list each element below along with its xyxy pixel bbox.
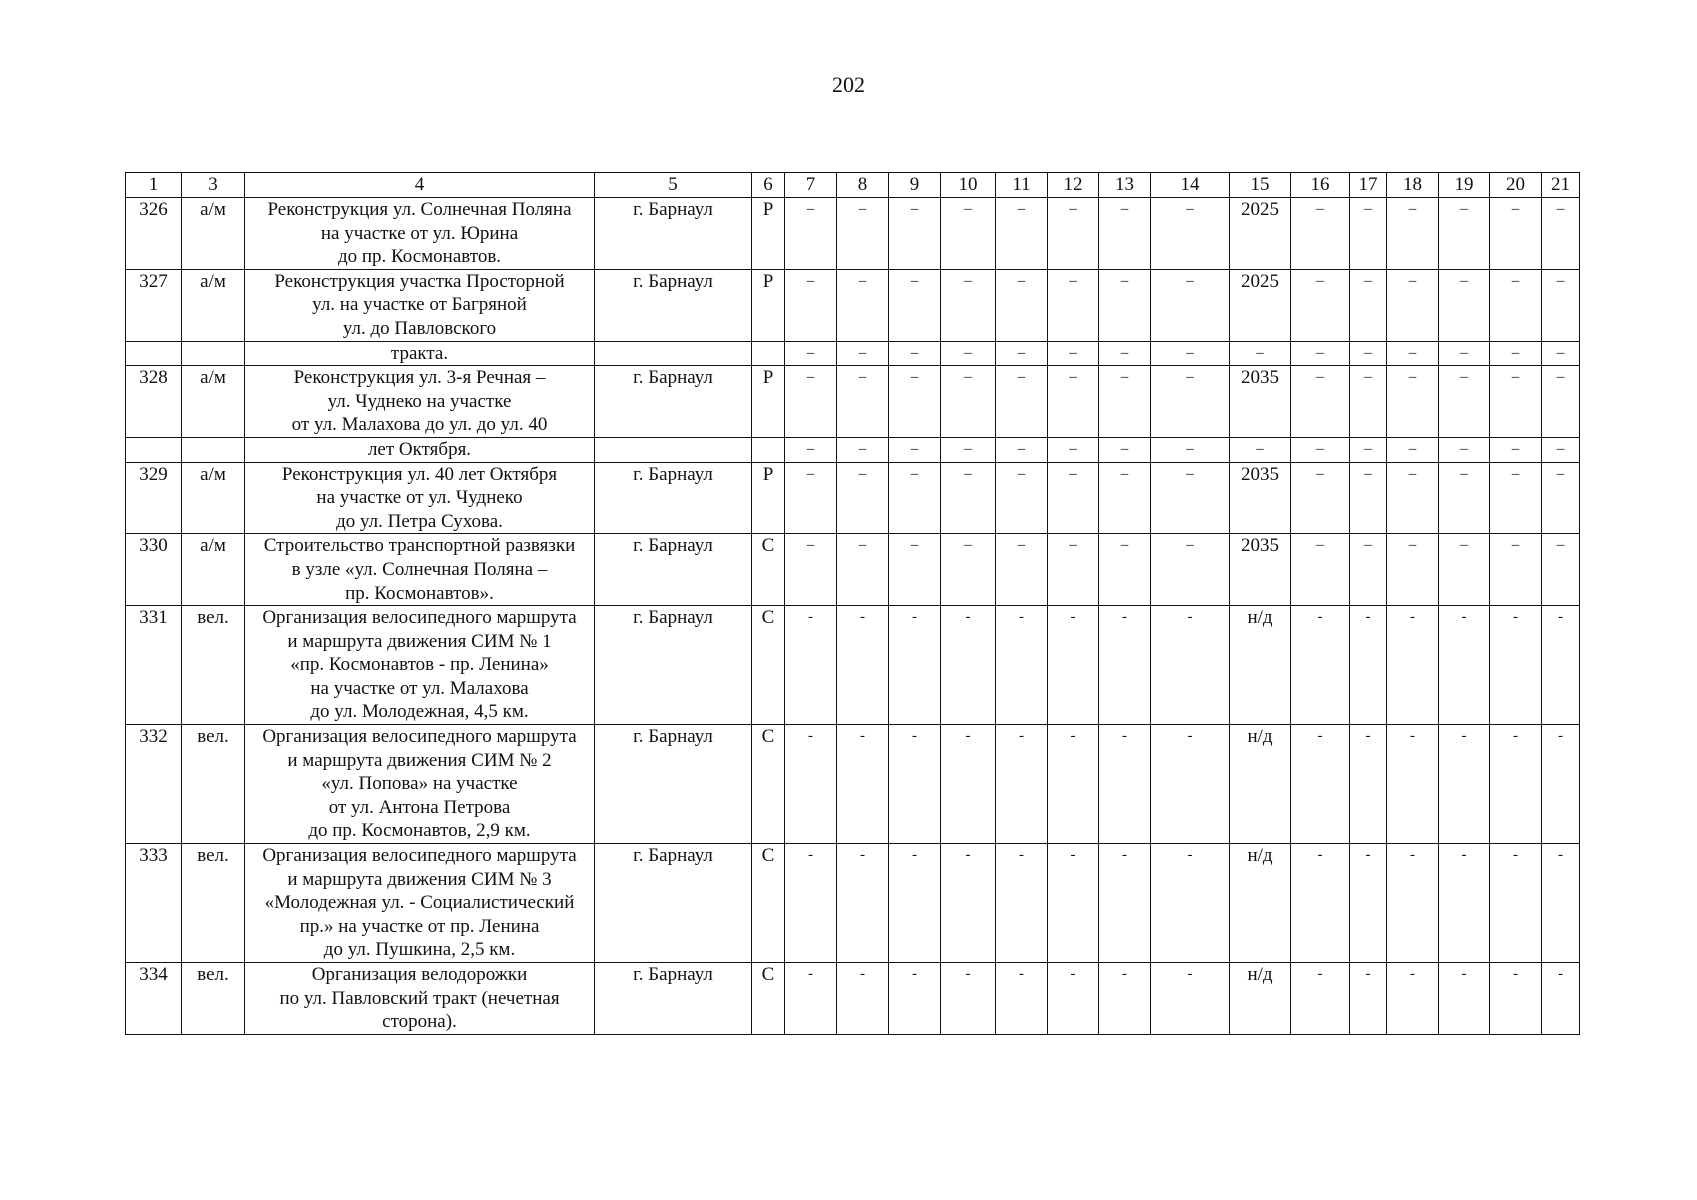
table-cell: – bbox=[1490, 341, 1542, 366]
column-header: 6 bbox=[752, 173, 785, 198]
table-cell: – bbox=[785, 462, 837, 534]
table-cell: – bbox=[1490, 269, 1542, 341]
column-header: 17 bbox=[1350, 173, 1387, 198]
table-cell: – bbox=[1542, 534, 1580, 606]
table-cell: – bbox=[1387, 198, 1439, 270]
type-cell: вел. bbox=[182, 963, 245, 1035]
type-cell: а/м bbox=[182, 534, 245, 606]
table-cell: – bbox=[785, 198, 837, 270]
location-cell: г. Барнаул bbox=[595, 606, 752, 725]
column-header: 8 bbox=[837, 173, 889, 198]
column-header: 20 bbox=[1490, 173, 1542, 198]
table-cell: – bbox=[996, 366, 1048, 438]
table-cell: - bbox=[889, 725, 941, 844]
table-cell: – bbox=[1439, 437, 1490, 462]
table-cell: – bbox=[889, 269, 941, 341]
table-cell: – bbox=[1350, 198, 1387, 270]
description-cell: Строительство транспортной развязки в узле «ул. Солнечная Поляна – пр. Космонавтов». bbox=[245, 534, 595, 606]
table-cell: - bbox=[1387, 725, 1439, 844]
table-row bbox=[126, 366, 1580, 438]
category-cell bbox=[752, 341, 785, 366]
table-cell: – bbox=[996, 198, 1048, 270]
description-cell: Реконструкция ул. 40 лет Октября на участке от ул. Чуднеко до ул. Петра Сухова. bbox=[245, 462, 595, 534]
table-row bbox=[126, 534, 1580, 606]
table-cell: - bbox=[941, 844, 996, 963]
table-cell: – bbox=[1387, 366, 1439, 438]
category-cell: Р bbox=[752, 198, 785, 270]
table-cell: – bbox=[1350, 269, 1387, 341]
category-cell: С bbox=[752, 534, 785, 606]
table-cell: - bbox=[1048, 725, 1099, 844]
table-cell: – bbox=[1048, 462, 1099, 534]
column-header: 18 bbox=[1387, 173, 1439, 198]
table-cell: – bbox=[1048, 198, 1099, 270]
year-cell: н/д bbox=[1230, 725, 1291, 844]
description-cell: тракта. bbox=[245, 341, 595, 366]
table-cell: - bbox=[837, 725, 889, 844]
table-cell: - bbox=[1542, 606, 1580, 725]
table-cell: – bbox=[1151, 341, 1230, 366]
table-cell: – bbox=[889, 366, 941, 438]
table-cell: – bbox=[1291, 437, 1350, 462]
location-cell: г. Барнаул bbox=[595, 534, 752, 606]
table-cell: – bbox=[1291, 269, 1350, 341]
table-cell: - bbox=[889, 844, 941, 963]
table-cell: - bbox=[1151, 844, 1230, 963]
location-cell: г. Барнаул bbox=[595, 269, 752, 341]
column-header: 13 bbox=[1099, 173, 1151, 198]
table-cell: – bbox=[1542, 437, 1580, 462]
type-cell: вел. bbox=[182, 725, 245, 844]
table-cell: – bbox=[837, 198, 889, 270]
table-cell: – bbox=[941, 462, 996, 534]
table-cell: - bbox=[1387, 844, 1439, 963]
table-cell: – bbox=[1291, 462, 1350, 534]
table-cell: - bbox=[1542, 844, 1580, 963]
row-number-cell: 328 bbox=[126, 366, 182, 438]
table-cell: – bbox=[1542, 269, 1580, 341]
table-cell: – bbox=[1387, 269, 1439, 341]
table-row-continuation bbox=[126, 437, 1580, 462]
location-cell: г. Барнаул bbox=[595, 963, 752, 1035]
table-cell: – bbox=[1439, 366, 1490, 438]
table-cell: - bbox=[996, 844, 1048, 963]
column-header: 16 bbox=[1291, 173, 1350, 198]
table-cell: – bbox=[941, 198, 996, 270]
year-cell: 2035 bbox=[1230, 534, 1291, 606]
row-number-cell bbox=[126, 437, 182, 462]
header-row bbox=[126, 173, 1580, 198]
table-cell: – bbox=[1291, 534, 1350, 606]
table-cell: – bbox=[1048, 269, 1099, 341]
type-cell: а/м bbox=[182, 366, 245, 438]
table-cell: – bbox=[1490, 198, 1542, 270]
description-cell: Организация велосипедного маршрута и маршрута движения СИМ № 3 «Молодежная ул. - Социалистический пр.» на участке от пр. Ленина до ул. Пушкина, 2,5 км. bbox=[245, 844, 595, 963]
table-cell: – bbox=[1350, 366, 1387, 438]
row-number-cell bbox=[126, 341, 182, 366]
table-cell: – bbox=[1151, 437, 1230, 462]
table-cell: – bbox=[1439, 462, 1490, 534]
table-cell: – bbox=[1387, 341, 1439, 366]
type-cell: а/м bbox=[182, 269, 245, 341]
table-cell: – bbox=[941, 269, 996, 341]
table-cell: – bbox=[1542, 341, 1580, 366]
table-cell: - bbox=[1291, 725, 1350, 844]
year-cell: 2035 bbox=[1230, 366, 1291, 438]
table-cell: - bbox=[1490, 844, 1542, 963]
table-cell: - bbox=[785, 844, 837, 963]
table-cell: - bbox=[1439, 606, 1490, 725]
table-cell: – bbox=[1099, 366, 1151, 438]
column-header: 5 bbox=[595, 173, 752, 198]
page-number: 202 bbox=[832, 72, 865, 97]
table-cell: - bbox=[1542, 963, 1580, 1035]
description-cell: Реконструкция ул. 3-я Речная – ул. Чуднеко на участке от ул. Малахова до ул. до ул. 40 bbox=[245, 366, 595, 438]
category-cell: С bbox=[752, 844, 785, 963]
table-cell: – bbox=[1048, 341, 1099, 366]
table-cell: – bbox=[837, 462, 889, 534]
table-cell: - bbox=[1099, 725, 1151, 844]
table-cell: – bbox=[1439, 534, 1490, 606]
table-cell: - bbox=[941, 725, 996, 844]
table-cell: – bbox=[1490, 437, 1542, 462]
table-row bbox=[126, 844, 1580, 963]
year-cell: 2035 bbox=[1230, 462, 1291, 534]
table-cell: – bbox=[1490, 534, 1542, 606]
table-cell: – bbox=[996, 269, 1048, 341]
table-cell: – bbox=[1099, 198, 1151, 270]
category-cell: С bbox=[752, 606, 785, 725]
table-cell: – bbox=[1151, 198, 1230, 270]
description-cell: Реконструкция участка Просторной ул. на участке от Багряной ул. до Павловского bbox=[245, 269, 595, 341]
table-cell: – bbox=[785, 341, 837, 366]
location-cell: г. Барнаул bbox=[595, 725, 752, 844]
table-cell: - bbox=[1439, 844, 1490, 963]
type-cell bbox=[182, 341, 245, 366]
table-row-continuation bbox=[126, 341, 1580, 366]
table-cell: - bbox=[996, 725, 1048, 844]
table-cell: – bbox=[889, 462, 941, 534]
table-cell: - bbox=[1291, 963, 1350, 1035]
column-header: 14 bbox=[1151, 173, 1230, 198]
table-cell: - bbox=[1151, 963, 1230, 1035]
row-number-cell: 333 bbox=[126, 844, 182, 963]
table-cell: – bbox=[941, 437, 996, 462]
column-header: 9 bbox=[889, 173, 941, 198]
table-cell: - bbox=[1099, 606, 1151, 725]
row-number-cell: 331 bbox=[126, 606, 182, 725]
table-row bbox=[126, 963, 1580, 1035]
table-cell: – bbox=[1099, 269, 1151, 341]
column-header: 21 bbox=[1542, 173, 1580, 198]
table-cell: – bbox=[889, 437, 941, 462]
year-cell: н/д bbox=[1230, 844, 1291, 963]
table-cell: – bbox=[1151, 366, 1230, 438]
table-row bbox=[126, 269, 1580, 341]
table-cell: - bbox=[1099, 844, 1151, 963]
table-cell: - bbox=[785, 725, 837, 844]
table-cell: – bbox=[837, 437, 889, 462]
table-cell: – bbox=[996, 341, 1048, 366]
table-cell: - bbox=[1350, 844, 1387, 963]
table-cell: - bbox=[1048, 844, 1099, 963]
table-cell: – bbox=[1048, 366, 1099, 438]
location-cell: г. Барнаул bbox=[595, 198, 752, 270]
table-cell: - bbox=[1542, 725, 1580, 844]
table-cell: - bbox=[941, 606, 996, 725]
table-cell: - bbox=[996, 606, 1048, 725]
table-cell: – bbox=[785, 366, 837, 438]
table-cell: - bbox=[1099, 963, 1151, 1035]
table-cell: – bbox=[1099, 534, 1151, 606]
table-cell: – bbox=[941, 366, 996, 438]
column-header: 3 bbox=[182, 173, 245, 198]
description-cell: Организация велосипедного маршрута и маршрута движения СИМ № 1 «пр. Космонавтов - пр. Ленина» на участке от ул. Малахова до ул. Молодежная, 4,5 км. bbox=[245, 606, 595, 725]
year-cell: – bbox=[1230, 341, 1291, 366]
table-cell: – bbox=[1151, 269, 1230, 341]
table-cell: – bbox=[1542, 462, 1580, 534]
row-number-cell: 326 bbox=[126, 198, 182, 270]
table-cell: – bbox=[1099, 437, 1151, 462]
table-cell: - bbox=[837, 844, 889, 963]
table-cell: - bbox=[1387, 606, 1439, 725]
type-cell: а/м bbox=[182, 198, 245, 270]
location-cell: г. Барнаул bbox=[595, 366, 752, 438]
table-cell: – bbox=[1387, 437, 1439, 462]
table-cell: – bbox=[1387, 462, 1439, 534]
table-cell: – bbox=[1048, 437, 1099, 462]
column-header: 12 bbox=[1048, 173, 1099, 198]
table-cell: - bbox=[1350, 963, 1387, 1035]
row-number-cell: 329 bbox=[126, 462, 182, 534]
table-cell: – bbox=[837, 366, 889, 438]
table-cell: – bbox=[1439, 198, 1490, 270]
year-cell: н/д bbox=[1230, 606, 1291, 725]
row-number-cell: 327 bbox=[126, 269, 182, 341]
type-cell: а/м bbox=[182, 462, 245, 534]
category-cell bbox=[752, 437, 785, 462]
description-cell: Организация велосипедного маршрута и маршрута движения СИМ № 2 «ул. Попова» на участке от ул. Антона Петрова до пр. Космонавтов, 2,9 км. bbox=[245, 725, 595, 844]
column-header: 4 bbox=[245, 173, 595, 198]
column-header: 10 bbox=[941, 173, 996, 198]
location-cell: г. Барнаул bbox=[595, 462, 752, 534]
table-cell: – bbox=[1490, 462, 1542, 534]
location-cell: г. Барнаул bbox=[595, 844, 752, 963]
row-number-cell: 334 bbox=[126, 963, 182, 1035]
type-cell: вел. bbox=[182, 844, 245, 963]
description-cell: лет Октября. bbox=[245, 437, 595, 462]
table-cell: – bbox=[1151, 462, 1230, 534]
data-table bbox=[125, 172, 1580, 1035]
table-cell: – bbox=[941, 534, 996, 606]
category-cell: Р bbox=[752, 462, 785, 534]
category-cell: Р bbox=[752, 269, 785, 341]
column-header: 15 bbox=[1230, 173, 1291, 198]
table-cell: – bbox=[837, 341, 889, 366]
table-body bbox=[126, 198, 1580, 1035]
table-cell: - bbox=[1151, 606, 1230, 725]
table-cell: – bbox=[1350, 341, 1387, 366]
description-cell: Реконструкция ул. Солнечная Поляна на участке от ул. Юрина до пр. Космонавтов. bbox=[245, 198, 595, 270]
table-cell: – bbox=[1350, 437, 1387, 462]
table-cell: – bbox=[996, 437, 1048, 462]
table-cell: - bbox=[1350, 606, 1387, 725]
table-cell: – bbox=[1439, 269, 1490, 341]
table-row bbox=[126, 606, 1580, 725]
category-cell: Р bbox=[752, 366, 785, 438]
table-row bbox=[126, 198, 1580, 270]
table-cell: - bbox=[1387, 963, 1439, 1035]
table-cell: - bbox=[1350, 725, 1387, 844]
table-cell: – bbox=[1542, 366, 1580, 438]
table-cell: – bbox=[1490, 366, 1542, 438]
table-cell: - bbox=[996, 963, 1048, 1035]
table-cell: - bbox=[889, 606, 941, 725]
table-cell: – bbox=[889, 198, 941, 270]
category-cell: С bbox=[752, 963, 785, 1035]
table-cell: - bbox=[1048, 606, 1099, 725]
table-cell: - bbox=[1490, 725, 1542, 844]
column-header: 7 bbox=[785, 173, 837, 198]
table-cell: - bbox=[1439, 963, 1490, 1035]
table-cell: – bbox=[1387, 534, 1439, 606]
column-header: 1 bbox=[126, 173, 182, 198]
year-cell: – bbox=[1230, 437, 1291, 462]
table-cell: - bbox=[785, 606, 837, 725]
table-cell: – bbox=[889, 534, 941, 606]
location-cell bbox=[595, 437, 752, 462]
year-cell: 2025 bbox=[1230, 198, 1291, 270]
table-cell: - bbox=[941, 963, 996, 1035]
table-cell: - bbox=[837, 606, 889, 725]
table-cell: - bbox=[1151, 725, 1230, 844]
type-cell: вел. bbox=[182, 606, 245, 725]
category-cell: С bbox=[752, 725, 785, 844]
table-row bbox=[126, 725, 1580, 844]
location-cell bbox=[595, 341, 752, 366]
description-cell: Организация велодорожки по ул. Павловский тракт (нечетная сторона). bbox=[245, 963, 595, 1035]
row-number-cell: 330 bbox=[126, 534, 182, 606]
table-cell: – bbox=[785, 534, 837, 606]
row-number-cell: 332 bbox=[126, 725, 182, 844]
table-cell: – bbox=[1151, 534, 1230, 606]
table-cell: – bbox=[785, 269, 837, 341]
table-cell: – bbox=[1291, 366, 1350, 438]
table-row bbox=[126, 462, 1580, 534]
table-cell: – bbox=[1291, 341, 1350, 366]
table-cell: – bbox=[1350, 462, 1387, 534]
table-cell: - bbox=[785, 963, 837, 1035]
table-cell: – bbox=[1291, 198, 1350, 270]
table-cell: – bbox=[996, 534, 1048, 606]
table-cell: – bbox=[1099, 462, 1151, 534]
table-cell: - bbox=[1291, 606, 1350, 725]
table-cell: - bbox=[1490, 963, 1542, 1035]
table-cell: – bbox=[1048, 534, 1099, 606]
table-cell: – bbox=[837, 534, 889, 606]
table-cell: – bbox=[1099, 341, 1151, 366]
column-header: 19 bbox=[1439, 173, 1490, 198]
table-cell: – bbox=[837, 269, 889, 341]
table-cell: – bbox=[1542, 198, 1580, 270]
year-cell: 2025 bbox=[1230, 269, 1291, 341]
table-cell: - bbox=[889, 963, 941, 1035]
type-cell bbox=[182, 437, 245, 462]
table-cell: - bbox=[1439, 725, 1490, 844]
table-cell: - bbox=[1048, 963, 1099, 1035]
table-cell: – bbox=[1439, 341, 1490, 366]
table-cell: - bbox=[837, 963, 889, 1035]
year-cell: н/д bbox=[1230, 963, 1291, 1035]
table-cell: - bbox=[1490, 606, 1542, 725]
table-cell: – bbox=[889, 341, 941, 366]
column-header: 11 bbox=[996, 173, 1048, 198]
table-cell: - bbox=[1291, 844, 1350, 963]
table-cell: – bbox=[1350, 534, 1387, 606]
table-cell: – bbox=[941, 341, 996, 366]
table-cell: – bbox=[785, 437, 837, 462]
table-cell: – bbox=[996, 462, 1048, 534]
